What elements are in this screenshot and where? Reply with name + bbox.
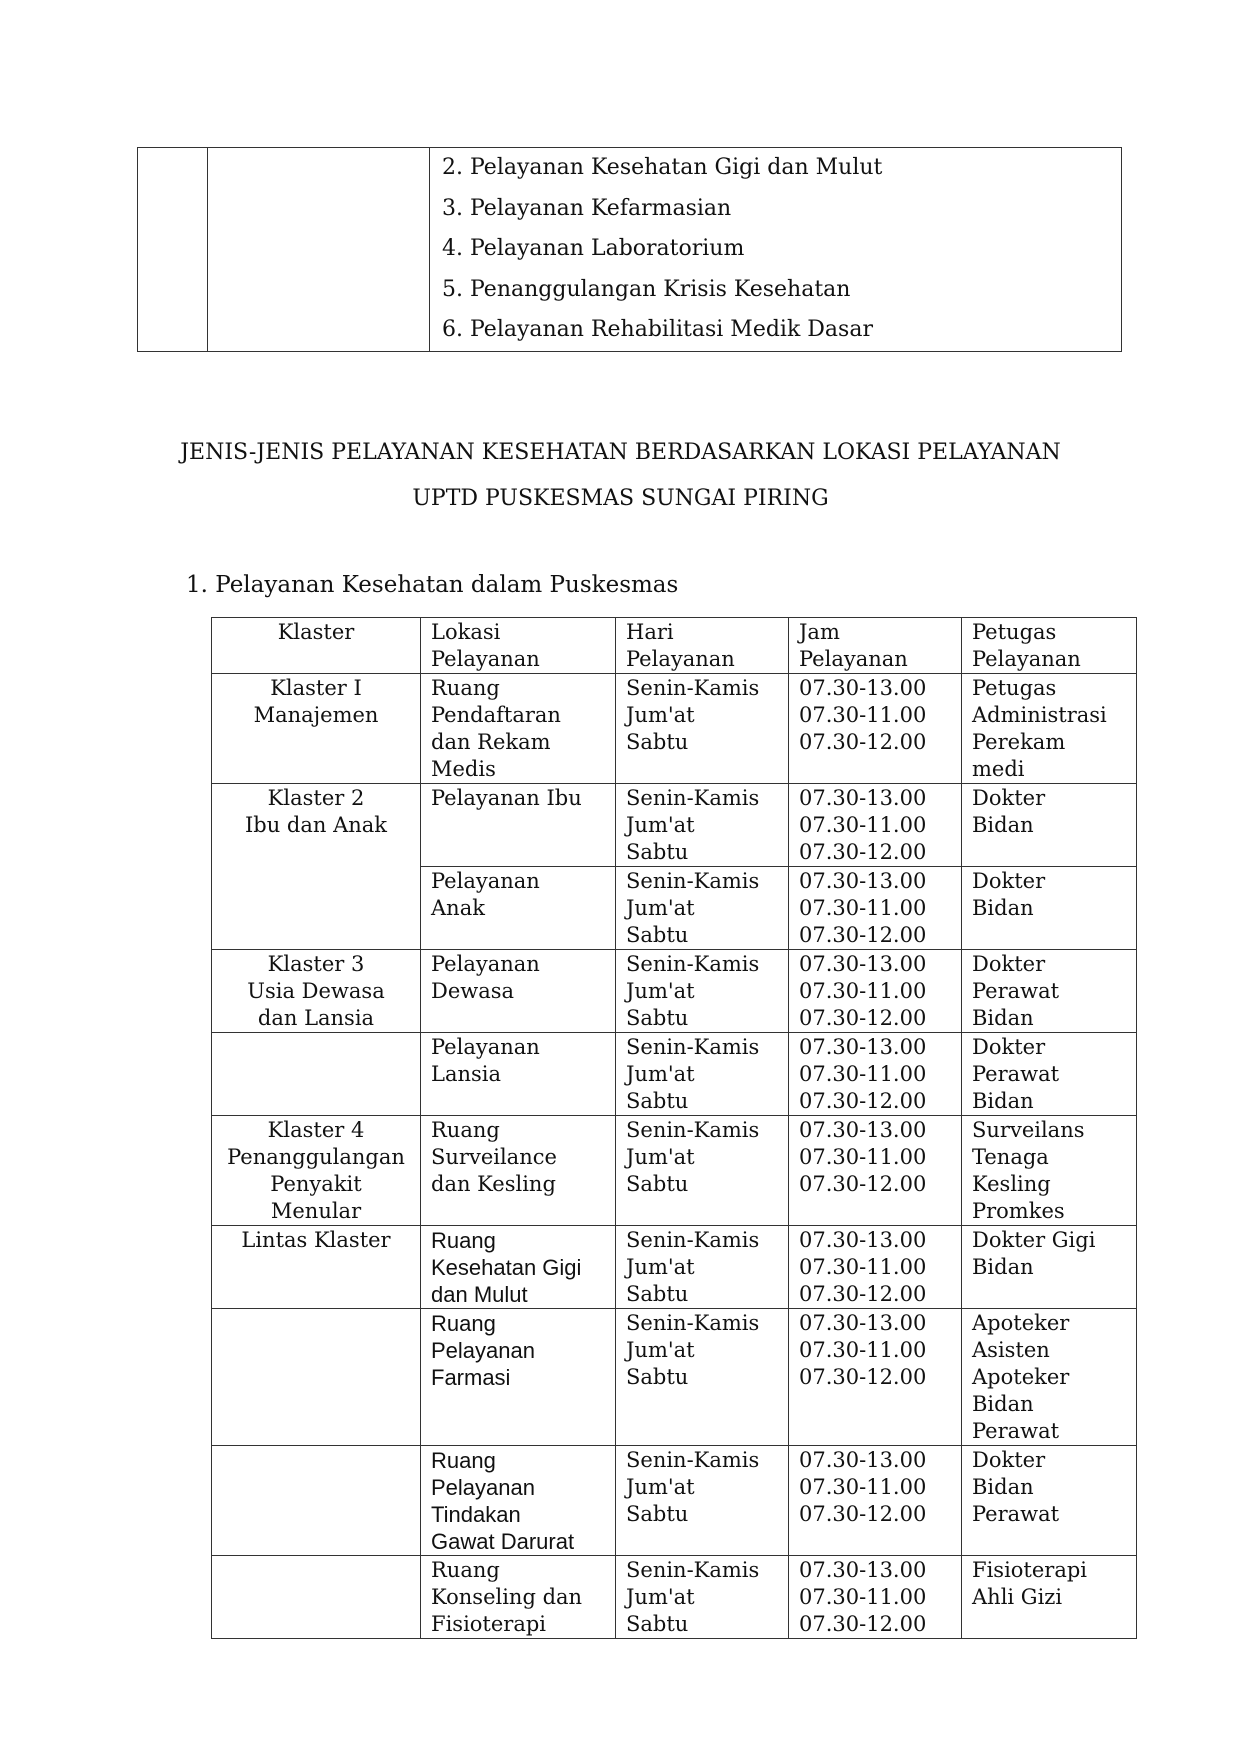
cell-line: Medis bbox=[431, 757, 496, 781]
cell-line: Apoteker bbox=[972, 1311, 1070, 1335]
cell-line: Sabtu bbox=[626, 923, 689, 947]
service-list bbox=[430, 148, 1121, 351]
page-title: JENIS-JENIS PELAYANAN KESEHATAN BERDASARKAN LOKASI PELAYANAN bbox=[180, 440, 1061, 465]
cell-line: Senin-Kamis bbox=[626, 1558, 760, 1582]
cell-petugas bbox=[962, 1446, 1137, 1556]
cell-line: medi bbox=[972, 757, 1025, 781]
cell-klaster bbox=[212, 1033, 421, 1116]
cell-line: Pelayanan bbox=[799, 647, 908, 671]
cell-jam bbox=[789, 1226, 962, 1309]
cell-hari bbox=[616, 1033, 789, 1116]
cell-line: 07.30-13.00 bbox=[799, 1228, 927, 1252]
cell-line: Usia Dewasa bbox=[247, 979, 385, 1003]
cell-line: Dokter Gigi bbox=[972, 1228, 1096, 1252]
table-body bbox=[212, 674, 1137, 1639]
cell-line: 07.30-13.00 bbox=[799, 1118, 927, 1142]
cell-jam bbox=[789, 1309, 962, 1446]
cell-line: Jum'at bbox=[626, 813, 695, 837]
cell-line: Pelayanan bbox=[626, 647, 735, 671]
cell-line: 07.30-11.00 bbox=[799, 1585, 927, 1609]
cell-line: Perekam bbox=[972, 730, 1066, 754]
cell-line: Pelayanan bbox=[431, 1035, 540, 1059]
cell-hari bbox=[616, 1446, 789, 1556]
cell-line: 07.30-12.00 bbox=[799, 1006, 927, 1030]
cell-line: Sabtu bbox=[626, 1282, 689, 1306]
cell-line: 07.30-13.00 bbox=[799, 1035, 927, 1059]
cell-line: Ruang bbox=[431, 1228, 496, 1253]
cell-line: Senin-Kamis bbox=[626, 786, 760, 810]
cell-line: Administrasi bbox=[972, 703, 1107, 727]
cell-hari bbox=[616, 1226, 789, 1309]
cell-line: 07.30-11.00 bbox=[799, 1338, 927, 1362]
cell-line: Sabtu bbox=[626, 1089, 689, 1113]
cell-line: Pelayanan bbox=[431, 1475, 535, 1500]
cell-hari bbox=[616, 674, 789, 784]
table-row bbox=[212, 1556, 1137, 1639]
cell-jam bbox=[789, 784, 962, 867]
cell-line: Ibu dan Anak bbox=[244, 813, 388, 837]
list-item: 6. Pelayanan Rehabilitasi Medik Dasar bbox=[442, 317, 873, 342]
cell-line: Ruang bbox=[431, 1311, 496, 1336]
cell-line: Sabtu bbox=[626, 1502, 689, 1526]
cell-line: Bidan bbox=[972, 896, 1034, 920]
cell-line: Pelayanan Ibu bbox=[431, 786, 582, 810]
cell-line: Klaster I bbox=[270, 676, 362, 700]
cell-lokasi bbox=[421, 1446, 616, 1556]
cell-petugas bbox=[962, 674, 1137, 784]
cell-lokasi bbox=[421, 1556, 616, 1639]
header-petugas bbox=[962, 618, 1137, 674]
cell-petugas bbox=[962, 867, 1137, 950]
cell-line: Bidan bbox=[972, 813, 1034, 837]
cell-klaster bbox=[212, 1226, 421, 1309]
cell-line: 07.30-13.00 bbox=[799, 1311, 927, 1335]
cell-hari bbox=[616, 1556, 789, 1639]
empty-cell bbox=[138, 148, 208, 352]
cell-line: 07.30-11.00 bbox=[799, 1255, 927, 1279]
cell-line: Penyakit bbox=[270, 1172, 362, 1196]
cell-line: 07.30-13.00 bbox=[799, 786, 927, 810]
cell-line: Dokter bbox=[972, 952, 1046, 976]
cell-line: Bidan bbox=[972, 1006, 1034, 1030]
cell-line: Kesling bbox=[972, 1172, 1051, 1196]
cell-line: Sabtu bbox=[626, 840, 689, 864]
cell-line: Apoteker bbox=[972, 1365, 1070, 1389]
cell-line: Pelayanan bbox=[972, 647, 1081, 671]
cell-lokasi bbox=[421, 1033, 616, 1116]
cell-line: Lansia bbox=[431, 1062, 502, 1086]
cell-petugas bbox=[962, 1556, 1137, 1639]
cell-line: Ruang bbox=[431, 676, 500, 700]
cell-line: Jum'at bbox=[626, 1475, 695, 1499]
cell-line: 07.30-13.00 bbox=[799, 676, 927, 700]
cell-jam bbox=[789, 1556, 962, 1639]
cell-line: Perawat bbox=[972, 1502, 1060, 1526]
cell-line: Konseling dan bbox=[431, 1585, 583, 1609]
cell-line: 07.30-12.00 bbox=[799, 1365, 927, 1389]
cell-line: 07.30-11.00 bbox=[799, 703, 927, 727]
list-item: 3. Pelayanan Kefarmasian bbox=[442, 195, 732, 221]
cell-petugas bbox=[962, 1033, 1137, 1116]
cell-line: Gawat Darurat bbox=[431, 1529, 575, 1554]
cell-line: Bidan bbox=[972, 1475, 1034, 1499]
cell-line: Senin-Kamis bbox=[626, 1448, 760, 1472]
cell-line: Pelayanan bbox=[431, 647, 540, 671]
cell-line: Dewasa bbox=[431, 979, 515, 1003]
cell-line: Sabtu bbox=[626, 730, 689, 754]
cell-klaster bbox=[212, 1309, 421, 1446]
cell-line: Petugas bbox=[972, 620, 1057, 644]
cell-line: dan Mulut bbox=[431, 1282, 528, 1307]
cell-line: 07.30-11.00 bbox=[799, 1062, 927, 1086]
cell-line: Senin-Kamis bbox=[626, 676, 760, 700]
cell-line: Sabtu bbox=[626, 1006, 689, 1030]
cell-hari bbox=[616, 784, 789, 867]
cell-klaster bbox=[212, 1446, 421, 1556]
cell-line: Ahli Gizi bbox=[972, 1585, 1063, 1609]
cell-klaster bbox=[212, 784, 421, 950]
cell-line: Bidan bbox=[972, 1089, 1034, 1113]
cell-line: Lokasi bbox=[431, 620, 501, 644]
cell-line: Dokter bbox=[972, 1035, 1046, 1059]
cell-line: Jum'at bbox=[626, 979, 695, 1003]
cell-line: Senin-Kamis bbox=[626, 1228, 760, 1252]
header-lokasi bbox=[421, 618, 616, 674]
cell-line: Perawat bbox=[972, 979, 1060, 1003]
cell-jam bbox=[789, 1033, 962, 1116]
cell-line: Tindakan bbox=[431, 1502, 521, 1527]
cell-line: 07.30-12.00 bbox=[799, 923, 927, 947]
cell-line: Asisten bbox=[972, 1338, 1050, 1362]
cell-line: Klaster 2 bbox=[267, 786, 365, 810]
cell-line: Senin-Kamis bbox=[626, 1311, 760, 1335]
cell-jam bbox=[789, 1446, 962, 1556]
table-row bbox=[212, 1033, 1137, 1116]
cell-line: Dokter bbox=[972, 786, 1046, 810]
cell-line: Penanggulangan bbox=[227, 1145, 405, 1169]
cell-line: 07.30-13.00 bbox=[799, 952, 927, 976]
cell-line: 07.30-11.00 bbox=[799, 813, 927, 837]
header-jam bbox=[789, 618, 962, 674]
cell-line: 07.30-13.00 bbox=[799, 1558, 927, 1582]
section-title: 1. Pelayanan Kesehatan dalam Puskesmas bbox=[186, 572, 679, 598]
cell-line: Farmasi bbox=[431, 1365, 511, 1390]
cell-klaster bbox=[212, 1116, 421, 1226]
cell-line: Senin-Kamis bbox=[626, 952, 760, 976]
cell-line: 07.30-12.00 bbox=[799, 840, 927, 864]
cell-line: Klaster bbox=[277, 620, 355, 644]
cell-line: Jum'at bbox=[626, 1585, 695, 1609]
table-row bbox=[212, 784, 1137, 867]
cell-line: Pelayanan bbox=[431, 1338, 535, 1363]
cell-hari bbox=[616, 1309, 789, 1446]
cell-line: Dokter bbox=[972, 1448, 1046, 1472]
cell-jam bbox=[789, 950, 962, 1033]
continuation-table bbox=[137, 147, 1122, 352]
cell-line: Sabtu bbox=[626, 1612, 689, 1636]
list-item: 5. Penanggulangan Krisis Kesehatan bbox=[442, 276, 851, 302]
cell-lokasi bbox=[421, 1116, 616, 1226]
cell-line: Dokter bbox=[972, 869, 1046, 893]
cell-line: Menular bbox=[270, 1199, 362, 1223]
cell-hari bbox=[616, 950, 789, 1033]
cell-hari bbox=[616, 1116, 789, 1226]
cell-line: dan Kesling bbox=[431, 1172, 556, 1196]
cell-line: dan Rekam bbox=[431, 730, 551, 754]
list-item: 2. Pelayanan Kesehatan Gigi dan Mulut bbox=[442, 155, 883, 180]
cell-line: 07.30-13.00 bbox=[799, 1448, 927, 1472]
cell-line: Surveilance bbox=[431, 1145, 557, 1169]
cell-line: Ruang bbox=[431, 1448, 496, 1473]
cell-line: Anak bbox=[431, 896, 485, 920]
table-row bbox=[212, 1116, 1137, 1226]
cell-line: Senin-Kamis bbox=[626, 1035, 760, 1059]
cell-line: Jum'at bbox=[626, 896, 695, 920]
cell-line: Sabtu bbox=[626, 1172, 689, 1196]
cell-line: Bidan bbox=[972, 1255, 1034, 1279]
cell-line: 07.30-11.00 bbox=[799, 1145, 927, 1169]
cell-line: Tenaga bbox=[972, 1145, 1049, 1169]
cell-line: Pelayanan bbox=[431, 869, 540, 893]
cell-jam bbox=[789, 674, 962, 784]
table-row bbox=[212, 950, 1137, 1033]
cell-line: Jam bbox=[799, 620, 840, 644]
cell-line: 07.30-11.00 bbox=[799, 979, 927, 1003]
empty-cell bbox=[208, 148, 430, 352]
cell-line: 07.30-12.00 bbox=[799, 1612, 927, 1636]
cell-line: Perawat bbox=[972, 1062, 1060, 1086]
cell-line: Fisioterapi bbox=[431, 1612, 547, 1636]
cell-line: 07.30-12.00 bbox=[799, 1502, 927, 1526]
cell-line: Klaster 4 bbox=[267, 1118, 365, 1142]
cell-line: Sabtu bbox=[626, 1365, 689, 1389]
cell-line: Hari bbox=[626, 620, 674, 644]
cell-petugas bbox=[962, 950, 1137, 1033]
cell-line: Kesehatan Gigi bbox=[431, 1255, 582, 1280]
cell-line: Klaster 3 bbox=[267, 952, 365, 976]
cell-petugas bbox=[962, 1309, 1137, 1446]
list-item: 4. Pelayanan Laboratorium bbox=[442, 236, 745, 261]
table-row bbox=[212, 1309, 1137, 1446]
cell-lokasi bbox=[421, 784, 616, 867]
cell-lokasi bbox=[421, 950, 616, 1033]
service-list-cell bbox=[430, 148, 1122, 352]
cell-line: Ruang bbox=[431, 1558, 500, 1582]
cell-line: 07.30-11.00 bbox=[799, 1475, 927, 1499]
cell-klaster bbox=[212, 674, 421, 784]
cell-line: Bidan bbox=[972, 1392, 1034, 1416]
cell-line: Petugas bbox=[972, 676, 1057, 700]
table-row bbox=[212, 1446, 1137, 1556]
cell-line: Perawat bbox=[972, 1419, 1060, 1443]
cell-line: Pendaftaran bbox=[431, 703, 561, 727]
cell-lokasi bbox=[421, 867, 616, 950]
table-row bbox=[138, 148, 1122, 352]
cell-klaster bbox=[212, 950, 421, 1033]
cell-line: Fisioterapi bbox=[972, 1558, 1088, 1582]
cell-line: Ruang bbox=[431, 1118, 500, 1142]
header-hari bbox=[616, 618, 789, 674]
table-row bbox=[212, 1226, 1137, 1309]
cell-line: Jum'at bbox=[626, 1145, 695, 1169]
cell-line: Senin-Kamis bbox=[626, 869, 760, 893]
cell-hari bbox=[616, 867, 789, 950]
cell-line: Senin-Kamis bbox=[626, 1118, 760, 1142]
cell-line: Jum'at bbox=[626, 1062, 695, 1086]
cell-line: 07.30-12.00 bbox=[799, 730, 927, 754]
cell-line: 07.30-12.00 bbox=[799, 1089, 927, 1113]
cell-petugas bbox=[962, 784, 1137, 867]
cell-line: dan Lansia bbox=[257, 1006, 375, 1030]
cell-line: Jum'at bbox=[626, 1255, 695, 1279]
cell-line: 07.30-12.00 bbox=[799, 1282, 927, 1306]
cell-line: 07.30-11.00 bbox=[799, 896, 927, 920]
cell-line: 07.30-12.00 bbox=[799, 1172, 927, 1196]
cell-line: Surveilans bbox=[972, 1118, 1085, 1142]
cell-line: Promkes bbox=[972, 1199, 1065, 1223]
page-subtitle: UPTD PUSKESMAS SUNGAI PIRING bbox=[412, 486, 829, 511]
cell-line: Jum'at bbox=[626, 703, 695, 727]
table-row bbox=[212, 674, 1137, 784]
cell-petugas bbox=[962, 1226, 1137, 1309]
cell-line: Jum'at bbox=[626, 1338, 695, 1362]
cell-lokasi bbox=[421, 1309, 616, 1446]
cell-jam bbox=[789, 867, 962, 950]
cell-line: 07.30-13.00 bbox=[799, 869, 927, 893]
cell-line: Manajemen bbox=[253, 703, 379, 727]
cell-lokasi bbox=[421, 674, 616, 784]
cell-lokasi bbox=[421, 1226, 616, 1309]
cell-petugas bbox=[962, 1116, 1137, 1226]
cell-line: Lintas Klaster bbox=[241, 1228, 391, 1252]
cell-jam bbox=[789, 1116, 962, 1226]
cell-line: Pelayanan bbox=[431, 952, 540, 976]
table-header-row bbox=[212, 618, 1137, 674]
service-schedule-table bbox=[211, 617, 1137, 1639]
cell-klaster bbox=[212, 1556, 421, 1639]
header-klaster bbox=[212, 618, 421, 674]
